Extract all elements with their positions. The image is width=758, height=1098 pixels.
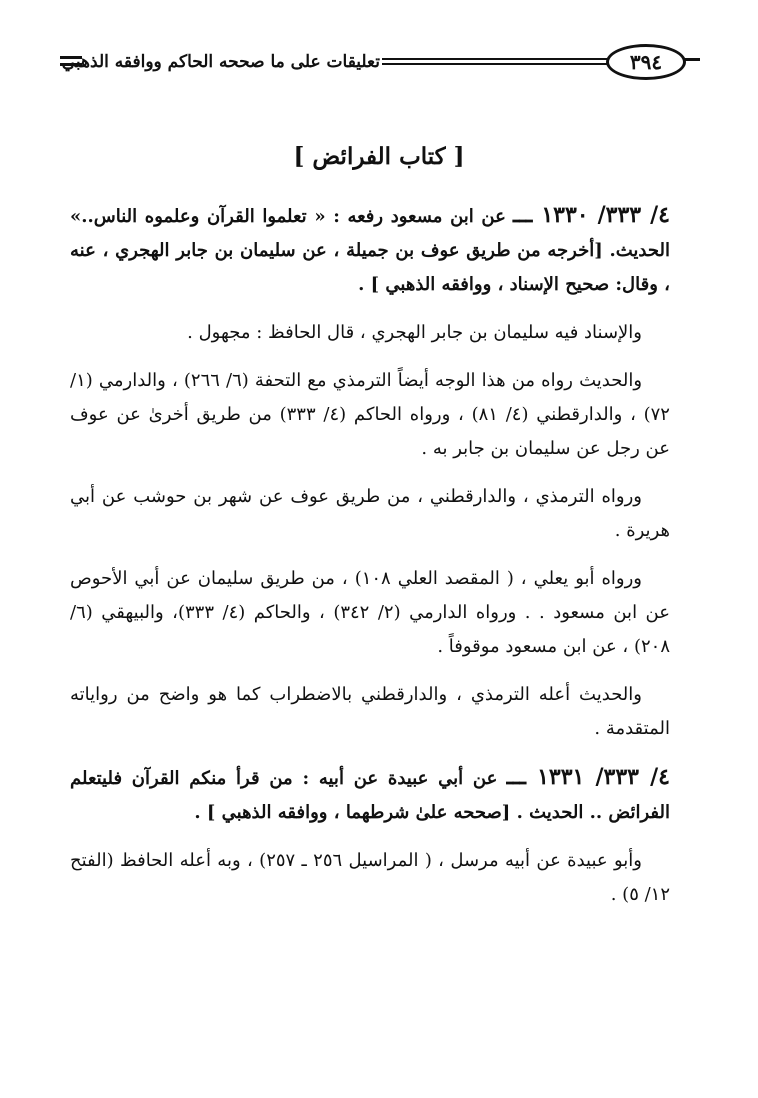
running-title: تعليقات على ما صححه الحاكم ووافقه الذهبي [61, 52, 380, 72]
commentary-paragraph: والحديث أعله الترمذي ، والدارقطني بالاضطراب كما هو واضح من رواياته المتقدمة . [70, 684, 670, 739]
commentary-paragraph: والحديث رواه من هذا الوجه أيضاً الترمذي مع التحفة (٦/ ٢٦٦) ، والدارمي (١/ ٧٢) ، والدارقطني (٤/ ٨١) ، ورواه الحاكم (٤/ ٣٣٣) من طريق أخرىٰ عن عوف عن رجل عن سليمان بن جابر به . [70, 370, 670, 459]
commentary-paragraph: وأبو عبيدة عن أبيه مرسل ، ( المراسيل ٢٥٦ ـ ٢٥٧) ، وبه أعله الحافظ (الفتح ١٢/ ٥) . [70, 850, 670, 905]
header-rule [382, 63, 608, 65]
chapter-title: [ كتاب الفرائض ] [293, 143, 465, 170]
page-body [70, 198, 670, 926]
hadith-entry [70, 760, 670, 830]
hadith-number: ٤/ ٣٣٣/ ١٣٣٠ ـــ [512, 202, 670, 228]
hadith-text: عن ابن مسعود رفعه : « تعلموا القرآن وعلموه الناس..» الحديث. [أخرجه من طريق عوف بن جميلة ، عن سليمان بن جابر الهجري ، عنه ، وقال: صحيح الإسناد ، ووافقه الذهبي ] . [70, 206, 670, 295]
commentary-paragraph: ورواه الترمذي ، والدارقطني ، من طريق عوف عن شهر بن حوشب عن أبي هريرة . [70, 486, 670, 541]
page-header [60, 44, 670, 80]
commentary-paragraph: ورواه أبو يعلي ، ( المقصد العلي ١٠٨) ، من طريق سليمان عن أبي الأحوص عن ابن مسعود . . ورواه الدارمي (٢/ ٣٤٢) ، والحاكم (٤/ ٣٣٣)، والبيهقي (٦/ ٢٠٨) ، عن ابن مسعود موقوفاً . [70, 568, 670, 657]
hadith-text: عن أبي عبيدة عن أبيه : من قرأ منكم القرآن فليتعلم الفرائض .. الحديث . [صححه علىٰ شرطهما ، ووافقه الذهبي ] . [70, 768, 670, 823]
page-number: ٣٩٤ [606, 44, 686, 80]
hadith-number: ٤/ ٣٣٣/ ١٣٣١ ـــ [506, 764, 670, 790]
hadith-entry [70, 198, 670, 302]
commentary-paragraph: والإسناد فيه سليمان بن جابر الهجري ، قال الحافظ : مجهول . [187, 322, 642, 343]
header-rule [382, 58, 608, 60]
